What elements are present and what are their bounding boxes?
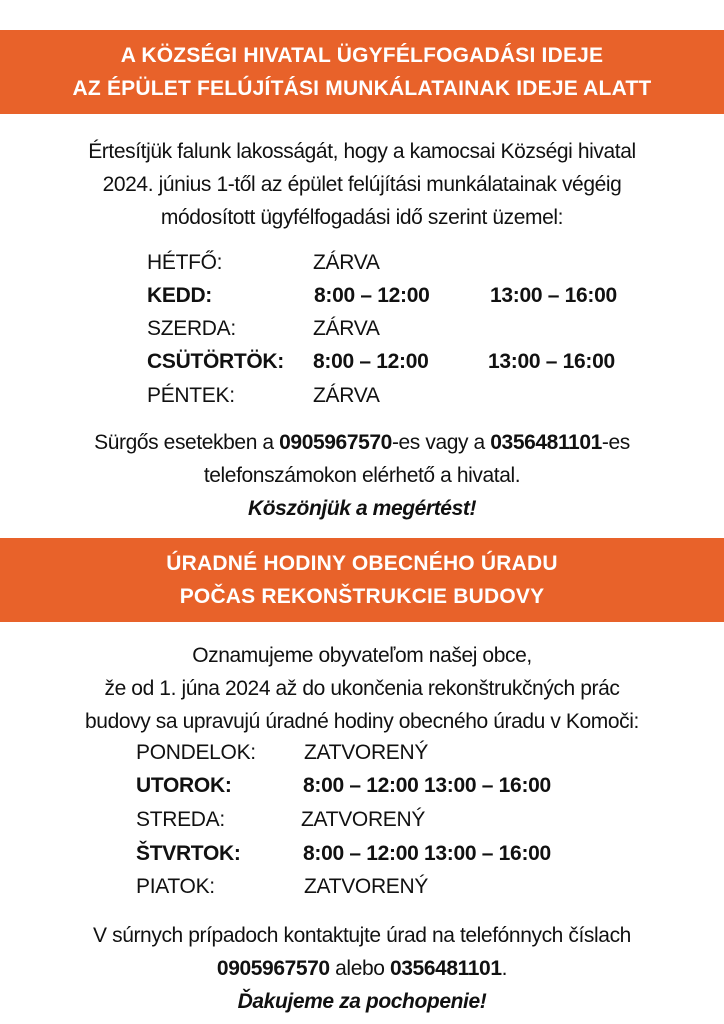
hours: 8:00 – 12:00 13:00 – 16:00: [303, 774, 551, 797]
hours: ZÁRVA: [313, 317, 380, 340]
text: -es vagy a: [391, 431, 491, 454]
day-label: CSÜTÖRTÖK:: [147, 350, 284, 373]
hours: ZÁRVA: [313, 384, 380, 407]
day-label: PÉNTEK:: [147, 384, 235, 407]
hu-intro-line: 2024. június 1-től az épület felújítási munkálatainak végéig: [102, 173, 622, 196]
sk-intro: [0, 639, 724, 738]
hours: 8:00 – 12:00 13:00 – 16:00: [303, 842, 551, 865]
hu-intro-line: módosított ügyfélfogadási idő szerint üzemel:: [160, 206, 564, 229]
hu-title-banner: [0, 30, 724, 114]
day-label: HÉTFŐ:: [147, 251, 223, 274]
day-label: SZERDA:: [147, 317, 236, 340]
text: telefonszámokon elérhető a hivatal.: [203, 464, 521, 487]
hours: 8:00 – 12:00: [314, 284, 430, 307]
text: Sürgős esetekben a: [94, 431, 280, 454]
day-label: PONDELOK:: [136, 741, 256, 764]
day-label: UTOROK:: [136, 774, 232, 797]
hours: ZATVORENÝ: [304, 875, 429, 898]
sk-contact: [0, 919, 724, 1018]
hours: ZATVORENÝ: [301, 808, 426, 831]
hu-title-line: A KÖZSÉGI HIVATAL ÜGYFÉLFOGADÁSI IDEJE: [120, 44, 604, 67]
hours: 13:00 – 16:00: [490, 284, 617, 307]
phone-number: 0905967570: [279, 431, 392, 454]
hours: ZATVORENÝ: [304, 741, 429, 764]
hu-title-line: AZ ÉPÜLET FELÚJÍTÁSI MUNKÁLATAINAK IDEJE ALATT: [72, 77, 652, 100]
text: alebo: [329, 957, 390, 980]
hours: 13:00 – 16:00: [488, 350, 615, 373]
sk-intro-line: Oznamujeme obyvateľom našej obce,: [192, 644, 532, 667]
hu-intro-line: Értesítjük falunk lakosságát, hogy a kamocsai Községi hivatal: [88, 140, 636, 163]
day-label: KEDD:: [147, 284, 212, 307]
sk-thanks: Ďakujeme za pochopenie!: [237, 990, 487, 1013]
sk-title-line: POČAS REKONŠTRUKCIE BUDOVY: [179, 585, 545, 608]
phone-number: 0356481101: [490, 431, 602, 454]
day-label: PIATOK:: [136, 875, 215, 898]
hu-intro: [0, 135, 724, 234]
phone-number: 0905967570: [216, 957, 330, 980]
sk-title-line: ÚRADNÉ HODINY OBECNÉHO ÚRADU: [166, 552, 558, 575]
hu-contact: [0, 426, 724, 525]
sk-intro-line: budovy sa upravujú úradné hodiny obecného úradu v Komoči:: [85, 710, 639, 733]
hu-thanks: Köszönjük a megértést!: [247, 497, 477, 520]
day-label: ŠTVRTOK:: [136, 842, 241, 865]
hours: ZÁRVA: [313, 251, 380, 274]
hours: 8:00 – 12:00: [313, 350, 429, 373]
phone-number: 0356481101: [389, 957, 502, 980]
text: -es: [601, 431, 630, 454]
text: V súrnych prípadoch kontaktujte úrad na telefónnych číslach: [93, 924, 631, 947]
sk-intro-line: že od 1. júna 2024 až do ukončenia rekonštrukčných prác: [104, 677, 620, 700]
text: .: [501, 957, 508, 980]
sk-title-banner: [0, 538, 724, 622]
day-label: STREDA:: [136, 808, 225, 831]
